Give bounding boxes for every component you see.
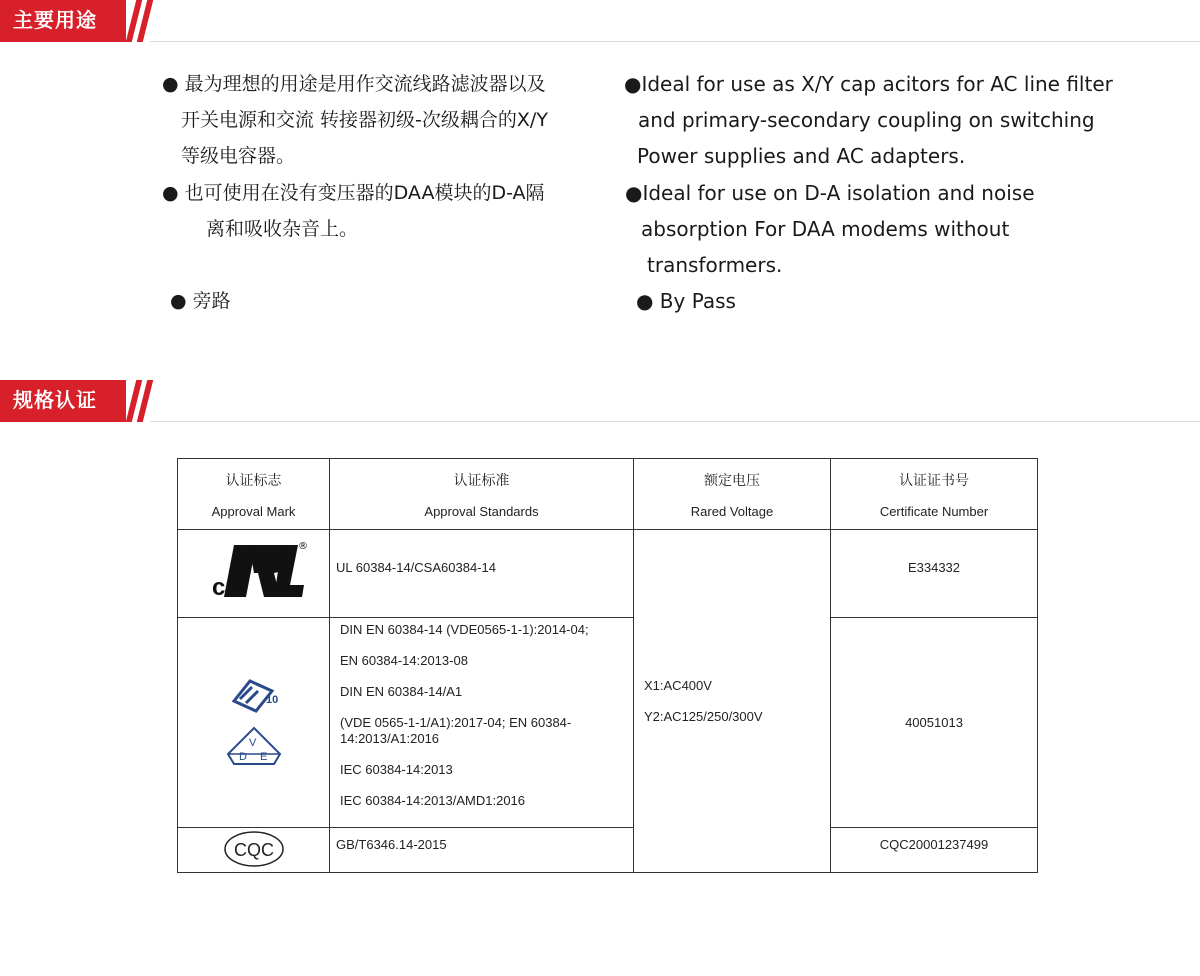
cqc-mark-icon: [178, 828, 330, 873]
svg-text:®: ®: [297, 541, 308, 552]
certification-table: [177, 458, 1038, 873]
certificate-number: CQC20001237499: [831, 828, 1038, 873]
table-row: [178, 618, 1038, 828]
section-title: 规格认证: [13, 388, 97, 412]
standard-item: IEC 60384-14:2013/AMD1:2016: [340, 793, 526, 808]
certificate-number: E334332: [831, 530, 1038, 618]
header-rule: [150, 421, 1200, 422]
standard-item: EN 60384-14:2013-08: [340, 653, 468, 668]
svg-text:CQC: CQC: [233, 839, 274, 860]
standard-item: DIN EN 60384-14 (VDE0565-1-1):2014-04;: [340, 622, 589, 637]
section-header-certification: [0, 380, 1200, 422]
use-cn-line: 开关电源和交流 转接器初级-次级耦合的X/Y: [181, 109, 548, 131]
standards-cell: [330, 618, 634, 828]
voltage-y2: Y2:AC125/250/300V: [644, 709, 763, 724]
standard-item: (VDE 0565-1-1/A1):2017-04; EN 60384-: [340, 715, 572, 730]
certificate-number: 40051013: [831, 618, 1038, 828]
standard-item: IEC 60384-14:2013: [340, 762, 453, 777]
use-en-line: ● By Pass: [636, 289, 736, 313]
enec-mark-icon: [178, 673, 329, 720]
header-rule: [150, 41, 1200, 42]
header-certificate-number: 认证证书号 Certificate Number: [831, 459, 1038, 530]
vde-mark-icon: [178, 726, 329, 773]
ul-mark-icon: [178, 530, 330, 618]
table-row: [178, 530, 1038, 618]
use-cn-line: 等级电容器。: [181, 145, 296, 167]
use-en-line: absorption For DAA modems without: [641, 217, 1010, 241]
standard-item: DIN EN 60384-14/A1: [340, 684, 463, 699]
use-en-line: ●Ideal for use on D-A isolation and noise: [625, 181, 1035, 205]
use-cn-line: ● 最为理想的用途是用作交流线路滤波器以及: [162, 73, 546, 95]
use-en-line: transformers.: [647, 253, 783, 277]
use-en-line: ●Ideal for use as X/Y cap acitors for AC line filter: [624, 72, 1113, 96]
use-cn-line: ● 旁路: [170, 290, 231, 312]
standards-cell: GB/T6346.14-2015: [330, 828, 634, 873]
svg-text:10: 10: [265, 693, 278, 706]
table-row: [178, 828, 1038, 873]
header-approval-mark: 认证标志 Approval Mark: [178, 459, 330, 530]
svg-text:D: D: [238, 750, 247, 763]
voltage-x1: X1:AC400V: [644, 678, 712, 693]
header-rated-voltage: 额定电压 Rared Voltage: [634, 459, 831, 530]
section-header-uses: [0, 0, 1200, 42]
use-cn-line: 离和吸收杂音上。: [206, 218, 359, 240]
table-header-row: [178, 459, 1038, 530]
svg-text:E: E: [259, 750, 267, 763]
svg-text:V: V: [248, 736, 256, 749]
use-en-line: Power supplies and AC adapters.: [637, 144, 966, 168]
use-cn-line: ● 也可使用在没有变压器的DAA模块的D-A隔: [162, 182, 545, 204]
standards-cell: UL 60384-14/CSA60384-14: [330, 530, 634, 618]
standard-item: 14:2013/A1:2016: [340, 731, 440, 746]
use-en-line: and primary-secondary coupling on switching: [638, 108, 1095, 132]
header-approval-standards: 认证标准 Approval Standards: [330, 459, 634, 530]
rated-voltage-cell: [634, 530, 831, 873]
section-title: 主要用途: [13, 8, 97, 32]
svg-text:c: c: [211, 574, 225, 601]
